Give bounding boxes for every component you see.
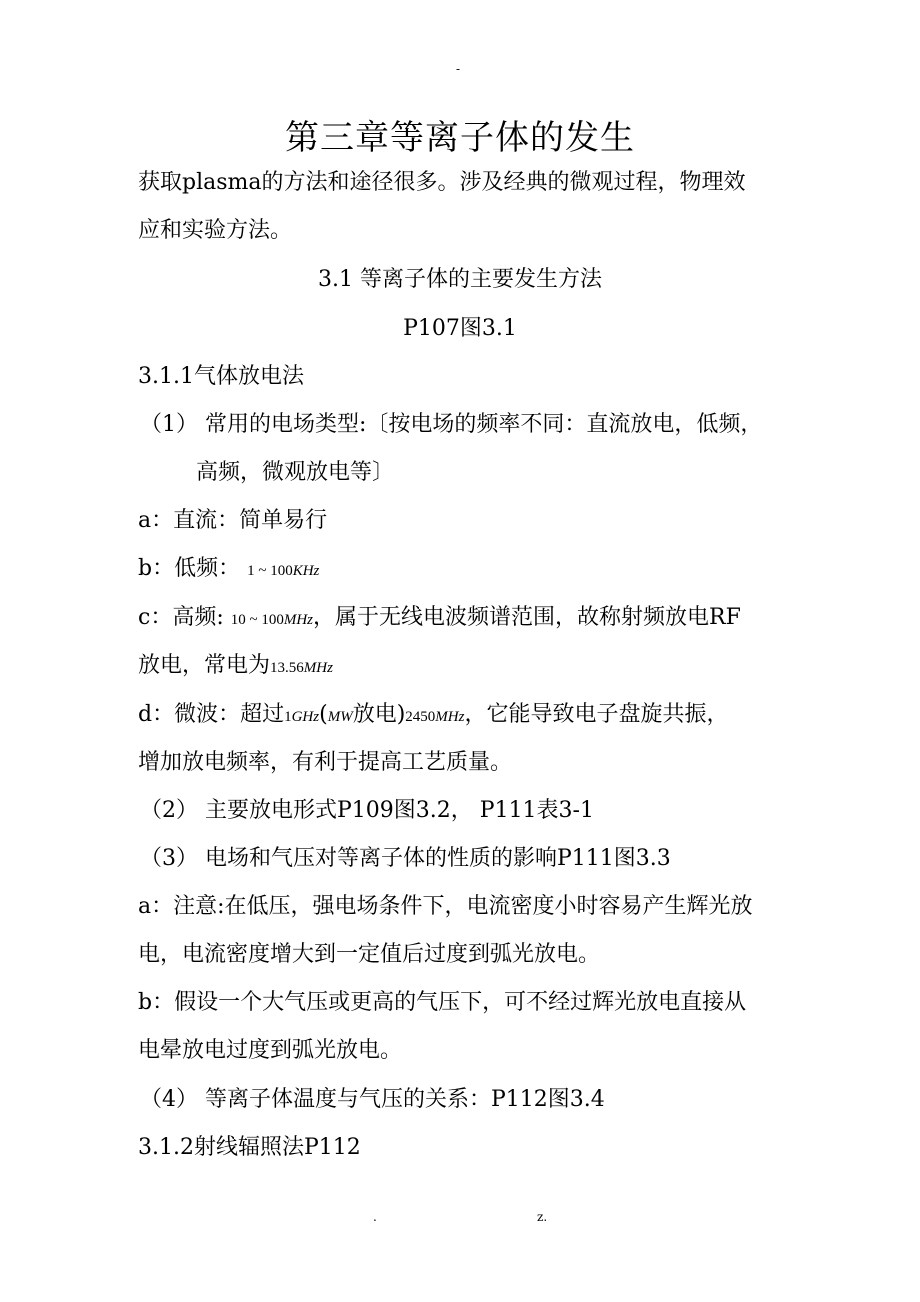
item-1-line-2: 高频，微观放电等〕 — [196, 460, 395, 485]
item-b-low-frequency — [138, 554, 319, 586]
section-heading: 3.1 等离子体的主要发生方法 — [318, 267, 602, 292]
item-c-line-1 — [138, 603, 741, 635]
note-a-line-2: 电，电流密度增大到一定值后过度到弧光放电。 — [138, 942, 601, 967]
item-d-u2: MW — [327, 709, 353, 725]
item-a-dc: a：直流：简单易行 — [138, 508, 328, 533]
chapter-title: 第三章等离子体的发生 — [285, 118, 635, 158]
item-d-mid: 放电) — [352, 702, 406, 727]
item-c-text: ，属于无线电波频谱范围，故称射频放电RF — [313, 605, 741, 630]
item-2: （2） 主要放电形式P109图3.2， P111表3-1 — [140, 798, 594, 823]
item-c-line-2 — [138, 651, 333, 683]
item-c-range: 10 ~ 100 — [230, 612, 284, 628]
item-3: （3） 电场和气压对等离子体的性质的影响P111图3.3 — [140, 846, 671, 871]
item-b-range: 1 ~ 100 — [247, 563, 293, 579]
item-1-line-1: （1） 常用的电场类型:〔按电场的频率不同：直流放电，低频， — [140, 412, 763, 437]
item-c-label: c：高频: — [138, 605, 224, 630]
item-d-u1: GHz — [291, 709, 320, 725]
note-b-line-1: b：假设一个大气压或更高的气压下，可不经过辉光放电直接从 — [138, 990, 747, 1015]
intro-line-1: 获取plasma的方法和途径很多。涉及经典的微观过程，物理效 — [138, 170, 746, 195]
item-d-v2: 2450 — [405, 709, 436, 725]
figure-reference: P107图3.1 — [403, 316, 517, 341]
item-b-unit: KHz — [292, 563, 320, 579]
item-d-u3: MHz — [435, 709, 465, 725]
item-d-label: d：微波：超过 — [138, 702, 285, 727]
item-b-label: b：低频： — [138, 556, 241, 581]
item-d-paren: ( — [319, 702, 328, 727]
note-a-line-1: a：注意:在低压，强电场条件下，电流密度小时容易产生辉光放 — [138, 894, 753, 919]
item-c-value-unit: MHz — [303, 660, 333, 676]
subsection-3-1-2: 3.1.2射线辐照法P112 — [138, 1135, 361, 1160]
item-c-line-2-text: 放电，常电为 — [138, 653, 271, 678]
item-4: （4） 等离子体温度与气压的关系：P112图3.4 — [140, 1087, 605, 1112]
item-d-line-1 — [138, 700, 728, 732]
item-d-v1: 1 — [284, 709, 292, 725]
note-b-line-2: 电晕放电过度到弧光放电。 — [138, 1038, 403, 1063]
header-mark: - — [456, 62, 461, 76]
item-c-value: 13.56 — [270, 660, 304, 676]
footer-left-mark: . — [373, 1210, 377, 1224]
subsection-3-1-1: 3.1.1气体放电法 — [138, 364, 304, 389]
footer-right-mark: z. — [537, 1210, 548, 1224]
item-d-post: ，它能导致电子盘旋共振， — [464, 702, 729, 727]
intro-line-2: 应和实验方法。 — [138, 218, 293, 243]
item-d-line-2: 增加放电频率，有利于提高工艺质量。 — [138, 750, 513, 775]
item-c-unit: MHz — [283, 612, 314, 628]
